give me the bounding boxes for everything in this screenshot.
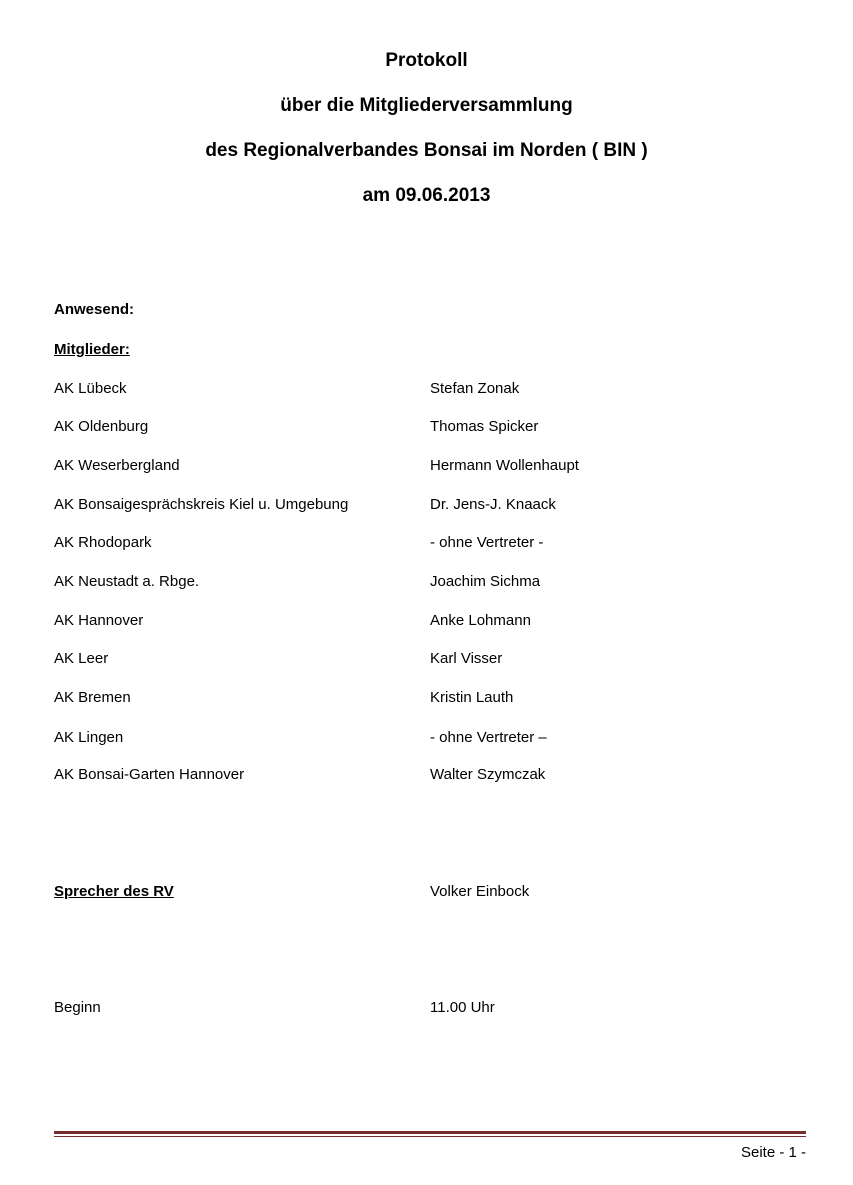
members-heading: Mitglieder:: [54, 341, 130, 358]
attendance-heading-row: [54, 297, 814, 323]
member-row: [54, 376, 814, 402]
member-group: AK Hannover: [54, 612, 144, 629]
member-representative: Karl Visser: [430, 650, 503, 667]
member-representative: Kristin Lauth: [430, 689, 514, 706]
member-group: AK Lübeck: [54, 380, 127, 397]
title-line-protokoll: Protokoll: [385, 50, 468, 71]
members-heading-row: [54, 337, 814, 363]
member-group: AK Rhodopark: [54, 534, 152, 551]
member-representative: - ohne Vertreter –: [430, 729, 547, 746]
member-group: AK Oldenburg: [54, 418, 149, 435]
title-line-organization: des Regionalverbandes Bonsai im Norden ( BIN ): [205, 140, 648, 161]
member-representative: Joachim Sichma: [430, 573, 541, 590]
member-group: AK Bonsai-Garten Hannover: [54, 766, 245, 783]
member-group: AK Lingen: [54, 729, 124, 746]
member-representative: Dr. Jens-J. Knaack: [430, 496, 556, 513]
member-group: AK Leer: [54, 650, 109, 667]
member-row: [54, 569, 814, 595]
footer-divider-thin-line: [54, 1136, 806, 1137]
speaker-label: Sprecher des RV: [54, 883, 174, 900]
title-line-date: am 09.06.2013: [362, 185, 491, 206]
member-group: AK Bonsaigesprächskreis Kiel u. Umgebung: [54, 496, 349, 513]
member-representative: - ohne Vertreter -: [430, 534, 544, 551]
member-row: [54, 492, 814, 518]
footer-divider: [54, 1131, 806, 1138]
member-representative: Stefan Zonak: [430, 380, 520, 397]
title-line-subject: über die Mitgliederversammlung: [280, 95, 573, 116]
page-number: Seite - 1 -: [740, 1144, 806, 1161]
member-representative: Thomas Spicker: [430, 418, 539, 435]
start-time: 11.00 Uhr: [430, 999, 495, 1016]
speaker-name: Volker Einbock: [430, 883, 530, 900]
member-row: [54, 646, 814, 672]
member-representative: Anke Lohmann: [430, 612, 531, 629]
member-group: AK Neustadt a. Rbge.: [54, 573, 200, 590]
document-title: [0, 38, 853, 218]
start-time-row: [54, 995, 814, 1021]
attendance-heading: Anwesend:: [54, 301, 135, 318]
member-row: [54, 530, 814, 556]
member-representative: Walter Szymczak: [430, 766, 546, 783]
member-row: [54, 414, 814, 440]
member-row: [54, 685, 814, 711]
speaker-row: [54, 879, 814, 905]
footer-divider-thick-line: [54, 1131, 806, 1134]
member-group: AK Bremen: [54, 689, 131, 706]
member-row: [54, 608, 814, 634]
member-row: [54, 725, 814, 751]
member-group: AK Weserbergland: [54, 457, 180, 474]
member-row: [54, 762, 814, 788]
start-label: Beginn: [54, 999, 101, 1016]
member-representative: Hermann Wollenhaupt: [430, 457, 579, 474]
member-row: [54, 453, 814, 479]
